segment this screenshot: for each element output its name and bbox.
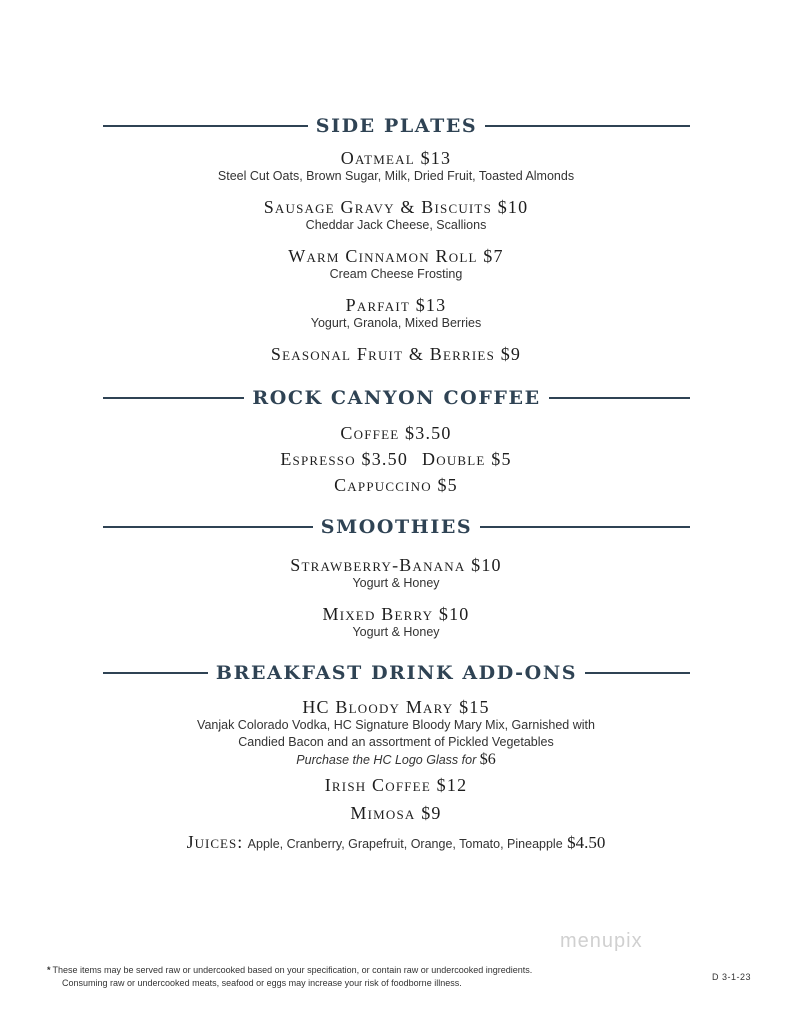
item-name-double: Double $5 xyxy=(422,449,512,469)
divider-left xyxy=(103,397,244,399)
menu-item-irish-coffee xyxy=(0,775,792,795)
divider-left xyxy=(103,125,308,127)
section-title-addons: BREAKFAST DRINK ADD-ONS xyxy=(215,662,578,684)
juices-price: $4.50 xyxy=(567,833,606,852)
menu-item-coffee xyxy=(0,423,792,443)
section-header-smoothies xyxy=(103,517,690,537)
juices-list: Apple, Cranberry, Grapefruit, Orange, Tomato, Pineapple xyxy=(247,837,563,851)
menu-item-oatmeal xyxy=(0,148,792,185)
item-name: Coffee $3.50 xyxy=(340,423,452,443)
item-name: Mimosa $9 xyxy=(350,803,442,823)
watermark-logo: menupix xyxy=(560,930,643,952)
item-description: Cheddar Jack Cheese, Scallions xyxy=(305,218,487,232)
item-description: Steel Cut Oats, Brown Sugar, Milk, Dried Fruit, Toasted Almonds xyxy=(217,169,575,183)
menu-item-bloody-mary xyxy=(0,697,792,769)
item-name: HC Bloody Mary $15 xyxy=(302,697,490,717)
section-header-addons xyxy=(103,663,690,683)
divider-left xyxy=(103,672,208,674)
item-description-line2: Candied Bacon and an assortment of Pickled Vegetables xyxy=(238,735,554,749)
menu-item-cappuccino xyxy=(0,475,792,495)
divider-right xyxy=(480,526,690,528)
menu-item-parfait xyxy=(0,295,792,332)
item-description: Yogurt & Honey xyxy=(352,625,440,639)
item-name: Parfait $13 xyxy=(345,295,447,315)
item-description: Yogurt & Honey xyxy=(352,576,440,590)
item-name-espresso: Espresso $3.50 xyxy=(280,449,409,469)
divider-left xyxy=(103,526,313,528)
glass-note-text: Purchase the HC Logo Glass for xyxy=(296,753,477,767)
menu-item-juices xyxy=(0,832,792,854)
item-description-line1: Vanjak Colorado Vodka, HC Signature Bloody Mary Mix, Garnished with xyxy=(197,718,595,732)
footnote-text1: These items may be served raw or undercooked based on your specification, or contain raw or undercooked ingredients. xyxy=(52,965,533,975)
item-name-row xyxy=(0,449,792,469)
divider-right xyxy=(585,672,690,674)
item-name: Cappuccino $5 xyxy=(334,475,458,495)
menu-item-seasonal-fruit xyxy=(0,344,792,364)
asterisk-icon: * xyxy=(47,965,51,975)
item-name: Irish Coffee $12 xyxy=(324,775,468,795)
divider-right xyxy=(549,397,690,399)
juices-label: Juices: xyxy=(186,832,244,852)
section-title-coffee: ROCK CANYON COFFEE xyxy=(252,387,541,409)
section-title-smoothies: SMOOTHIES xyxy=(320,516,473,538)
menu-item-strawberry-banana xyxy=(0,555,792,592)
menu-item-cinnamon-roll xyxy=(0,246,792,283)
footnote xyxy=(47,964,667,990)
divider-right xyxy=(485,125,690,127)
footnote-line1 xyxy=(47,964,667,977)
item-name: Sausage Gravy & Biscuits $10 xyxy=(263,197,529,217)
document-code: D 3-1-23 xyxy=(712,972,752,982)
item-name: Strawberry-Banana $10 xyxy=(290,555,502,575)
menu-item-mimosa xyxy=(0,803,792,823)
glass-note xyxy=(0,751,792,769)
menu-item-sausage-gravy xyxy=(0,197,792,234)
section-title-side-plates: SIDE PLATES xyxy=(315,115,478,137)
item-name: Oatmeal $13 xyxy=(340,148,452,168)
item-description: Yogurt, Granola, Mixed Berries xyxy=(310,316,482,330)
section-header-side-plates xyxy=(103,116,690,136)
menu-item-espresso xyxy=(0,449,792,469)
item-name: Warm Cinnamon Roll $7 xyxy=(288,246,504,266)
glass-price: $6 xyxy=(479,751,496,768)
item-name: Seasonal Fruit & Berries $9 xyxy=(270,344,522,364)
item-description: Cream Cheese Frosting xyxy=(329,267,463,281)
menu-item-mixed-berry xyxy=(0,604,792,641)
item-name: Mixed Berry $10 xyxy=(322,604,470,624)
footnote-line2: Consuming raw or undercooked meats, seafood or eggs may increase your risk of foodborne illness. xyxy=(62,978,462,988)
section-header-coffee xyxy=(103,388,690,408)
